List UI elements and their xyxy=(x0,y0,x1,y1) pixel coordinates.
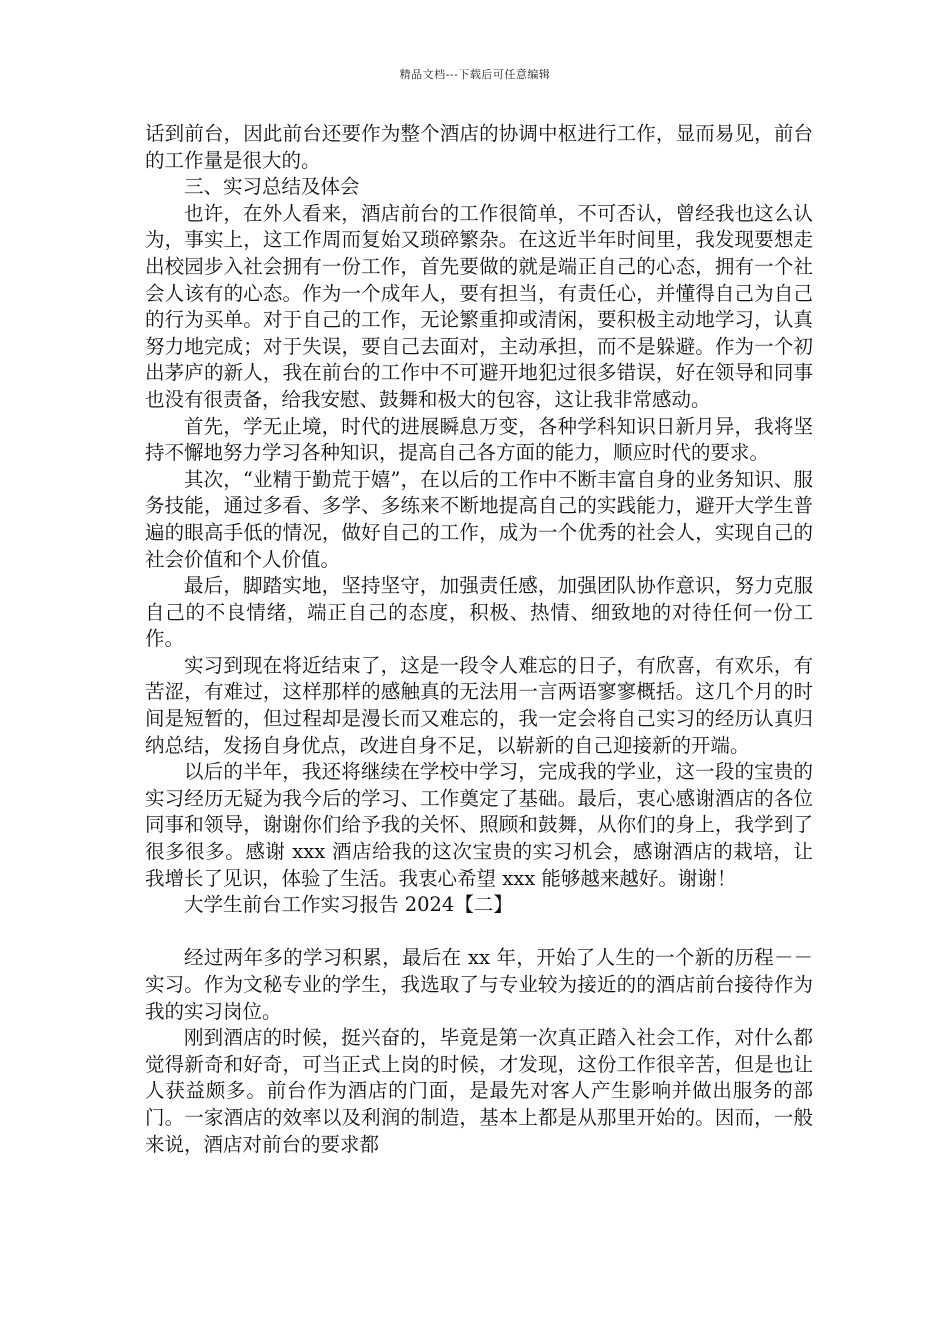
paragraph: 实习到现在将近结束了，这是一段令人难忘的日子，有欣喜，有欢乐，有苦涩，有难过，这样那样的感触真的无法用一言两语寥寥概括。这几个月的时间是短暂的，但过程却是漫长而又难忘的，我一定会将自己实习的经历认真归纳总结，发扬自身优点，改进自身不足，以崭新的自己迎接新的开端。 xyxy=(145,653,813,757)
paragraph: 其次，“业精于勤荒于嬉”，在以后的工作中不断丰富自身的业务知识、服务技能，通过多看、多学、多练来不断地提高自己的实践能力，避开大学生普遍的眼高手低的情况，做好自己的工作，成为一个优秀的社会人，实现自己的社会价值和个人价值。 xyxy=(145,467,813,571)
paragraph: 首先，学无止境，时代的进展瞬息万变，各种学科知识日新月异，我将坚持不懈地努力学习各种知识，提高自己各方面的能力，顺应时代的要求。 xyxy=(145,414,813,465)
section-heading-summary: 三、实习总结及体会 xyxy=(184,175,360,199)
paragraph: 也许，在外人看来，酒店前台的工作很简单，不可否认，曾经我也这么认为，事实上，这工作周而复始又琐碎繁杂。在这近半年时间里，我发现要想走出校园步入社会拥有一份工作，首先要做的就是端正自己的心态，拥有一个社会人该有的心态。作为一个成年人，要有担当，有责任心，并懂得自己为自己的行为买单。对于自己的工作，无论繁重抑或清闲，要积极主动地学习，认真努力地完成；对于失误，要自己去面对，主动承担，而不是躲避。作为一个初出茅庐的新人，我在前台的工作中不可避开地犯过很多错误，好在领导和同事也没有很责备，给我安慰、鼓舞和极大的包容，这让我非常感动。 xyxy=(145,201,813,411)
blank-line xyxy=(145,919,813,946)
report-title-part-two: 大学生前台工作实习报告 2024【二】 xyxy=(184,893,513,917)
paragraph: 以后的半年，我还将继续在学校中学习，完成我的学业，这一段的宝贵的实习经历无疑为我今后的学习、工作奠定了基础。最后，衷心感谢酒店的各位同事和领导，谢谢你们给予我的关怀、照顾和鼓舞，从你们的身上，我学到了很多很多。感谢 xxx 酒店给我的这次宝贵的实习机会，感谢酒店的栽培，让我增长了见识，体验了生活。我衷心希望 xxx 能够越来越好。谢谢！ xyxy=(145,760,813,890)
paragraph: 经过两年多的学习积累，最后在 xx 年，开始了人生的一个新的历程－－实习。作为文秘专业的学生，我选取了与专业较为接近的的酒店前台接待作为我的实习岗位。 xyxy=(145,946,813,1023)
paragraph: 刚到酒店的时候，挺兴奋的，毕竟是第一次真正踏入社会工作，对什么都觉得新奇和好奇，可当正式上岗的时候，才发现，这份工作很辛苦，但是也让人获益颇多。前台作为酒店的门面，是最先对客人产生影响并做出服务的部门。一家酒店的效率以及利润的制造，基本上都是从那里开始的。因而，一般来说，酒店对前台的要求都 xyxy=(145,1026,813,1156)
paragraph: 最后，脚踏实地，坚持坚守，加强责任感，加强团队协作意识，努力克服自己的不良情绪，端正自己的态度，积极、热情、细致地的对待任何一份工作。 xyxy=(145,574,813,651)
document-body xyxy=(145,121,813,1158)
paragraph-continuation: 话到前台，因此前台还要作为整个酒店的协调中枢进行工作，显而易见，前台的工作量是很大的。 xyxy=(145,122,813,172)
page-header: 精品文档---下载后可任意编辑 xyxy=(399,68,551,81)
